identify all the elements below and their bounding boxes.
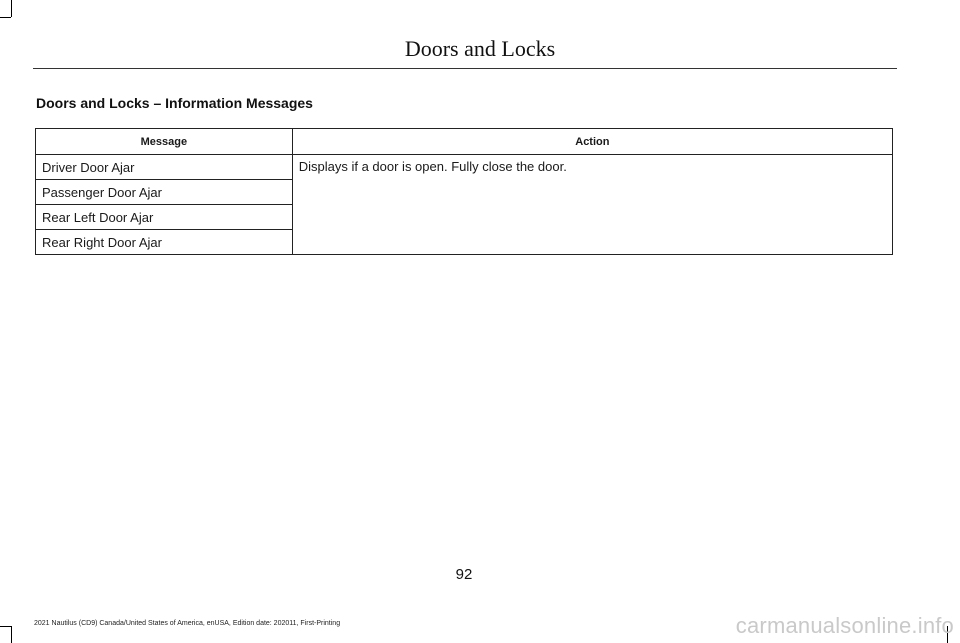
- page-title: Doors and Locks: [404, 36, 556, 61]
- message-cell: Rear Right Door Ajar: [36, 230, 293, 255]
- section-title: Doors and Locks – Information Messages: [36, 95, 313, 111]
- crop-mark: [11, 0, 12, 17]
- table-header-row: [36, 129, 893, 155]
- column-header-action: Action: [292, 129, 892, 155]
- crop-mark: [0, 17, 11, 18]
- crop-mark: [0, 626, 11, 627]
- message-cell: Passenger Door Ajar: [36, 180, 293, 205]
- watermark: carmanualsonline.info: [735, 613, 954, 638]
- message-cell: Driver Door Ajar: [36, 155, 293, 180]
- action-cell: Displays if a door is open. Fully close the door.: [292, 155, 892, 255]
- column-header-message: Message: [36, 129, 293, 155]
- page-number: 92: [455, 566, 473, 583]
- message-cell: Rear Left Door Ajar: [36, 205, 293, 230]
- crop-mark: [11, 626, 12, 643]
- table-row: [36, 155, 893, 180]
- edition-footer: 2021 Nautilus (CD9) Canada/United States of America, enUSA, Edition date: 202011, First-Printing: [34, 620, 341, 627]
- header-divider: [33, 68, 897, 69]
- information-messages-table: [35, 128, 893, 255]
